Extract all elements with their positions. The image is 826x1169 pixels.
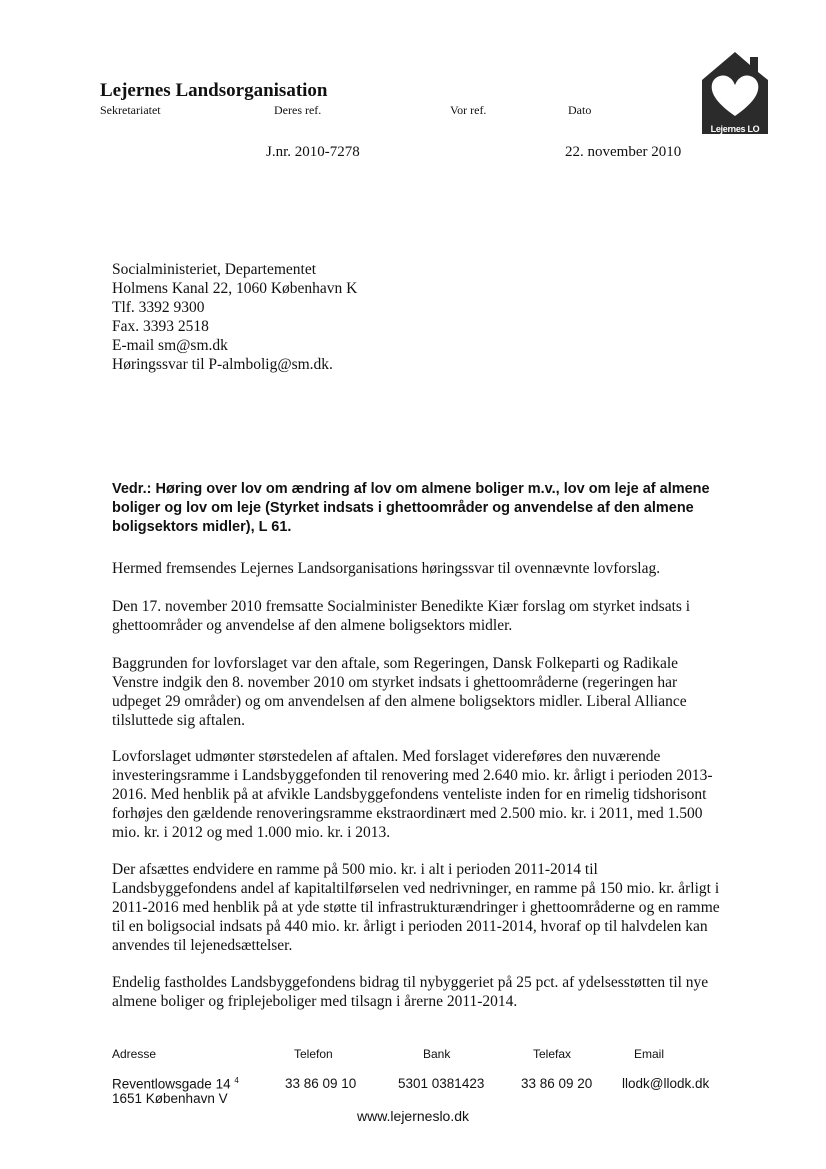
footer-address-street: Reventlowsgade 14 (112, 1076, 231, 1092)
label-deres-ref: Deres ref. (274, 103, 322, 117)
recipient-line: Socialministeriet, Departementet (112, 261, 317, 278)
footer-email[interactable]: llodk@llodk.dk (622, 1076, 710, 1091)
body-paragraph: Hermed fremsendes Lejernes Landsorganisations høringssvar til ovennævnte lovforslag. (112, 560, 661, 577)
footer-telefon: 33 86 09 10 (285, 1076, 357, 1091)
body-paragraph: Den 17. november 2010 fremsatte Socialminister Benedikte Kiær forslag om styrket indsats i ghettoområder og anvendelse af den almene boligsektors midler. (112, 598, 691, 634)
org-name: Lejernes Landsorganisation (100, 80, 328, 101)
label-vor-ref: Vor ref. (450, 103, 487, 117)
footer-address-floor: 4 (234, 1076, 239, 1085)
footer-website-link[interactable]: www.lejerneslo.dk (356, 1108, 470, 1124)
recipient-line: Fax. 3393 2518 (112, 318, 209, 335)
footer-label-bank: Bank (423, 1047, 451, 1061)
footer-address-city: 1651 København V (112, 1091, 228, 1106)
body-paragraph: Baggrunden for lovforslaget var den aftale, som Regeringen, Dansk Folkeparti og Radikale Venstre indgik den 8. november 2010 om styrket indsats i ghettoområderne (regeringen har udpeget 29 områder) og om anvendelsen af den almene boligsektors midler. Liberal Alliance tilsluttede sig aftalen. (112, 655, 687, 729)
recipient-line: Tlf. 3392 9300 (112, 299, 205, 316)
body-paragraph: Endelig fastholdes Landsbyggefondens bidrag til nybyggeriet på 25 pct. af ydelsesstøtten til nye almene boliger og friplejeboliger med tilsagn i årerne 2011-2014. (112, 974, 709, 1010)
recipient-line: Høringssvar til P-almbolig@sm.dk. (112, 356, 333, 373)
body-paragraph: Lovforslaget udmønter størstedelen af aftalen. Med forslaget videreføres den nuværende investeringsramme i Landsbyggefonden til renovering med 2.640 mio. kr. årligt i perioden 2013-2016. Med henblik på at afvikle Landsbyggefondens venteliste inden for en rimelig tidshorisont forhøjes den gældende renoveringsramme ekstraordinært med 2.500 mio. kr. i 2011, med 1.500 mio. kr. i 2012 og med 1.000 mio. kr. i 2013. (112, 748, 713, 841)
footer-label-telefon: Telefon (294, 1047, 333, 1061)
footer-label-telefax: Telefax (533, 1047, 572, 1061)
footer-bank: 5301 0381423 (398, 1076, 485, 1091)
body-paragraph: Der afsættes endvidere en ramme på 500 mio. kr. i alt i perioden 2011-2014 til Landsbyggefondens andel af kapitaltilførselen ved nedrivninger, en ramme på 150 mio. kr. årligt i 2011-2016 med henblik på at yde støtte til infrastrukturændringer i ghettoområderne og en ramme til en boligsocial indsats på 440 mio. kr. årligt i perioden 2011-2014, hvoraf op til halvdelen kan anvendes til lejenedsættelser. (112, 861, 720, 954)
subject-line: Vedr.: Høring over lov om ændring af lov om almene boliger m.v., lov om leje af almene boliger og lov om leje (Styrket indsats i ghettoområder og anvendelse af den almene boligsektors midler), L 61. (112, 481, 710, 535)
footer-address (112, 1076, 239, 1092)
letter-date: 22. november 2010 (565, 144, 682, 160)
recipient-address (112, 260, 357, 374)
label-sekretariatet: Sekretariatet (100, 103, 161, 117)
footer-label-adresse: Adresse (112, 1047, 157, 1061)
footer-telefax: 33 86 09 20 (521, 1076, 593, 1091)
recipient-line: Holmens Kanal 22, 1060 København K (112, 280, 358, 297)
journal-number: J.nr. 2010-7278 (266, 144, 360, 160)
recipient-line: E-mail sm@sm.dk (112, 337, 228, 354)
label-dato: Dato (568, 103, 592, 117)
footer-label-email: Email (634, 1047, 665, 1061)
logo-label: Lejernes LO (710, 124, 760, 134)
